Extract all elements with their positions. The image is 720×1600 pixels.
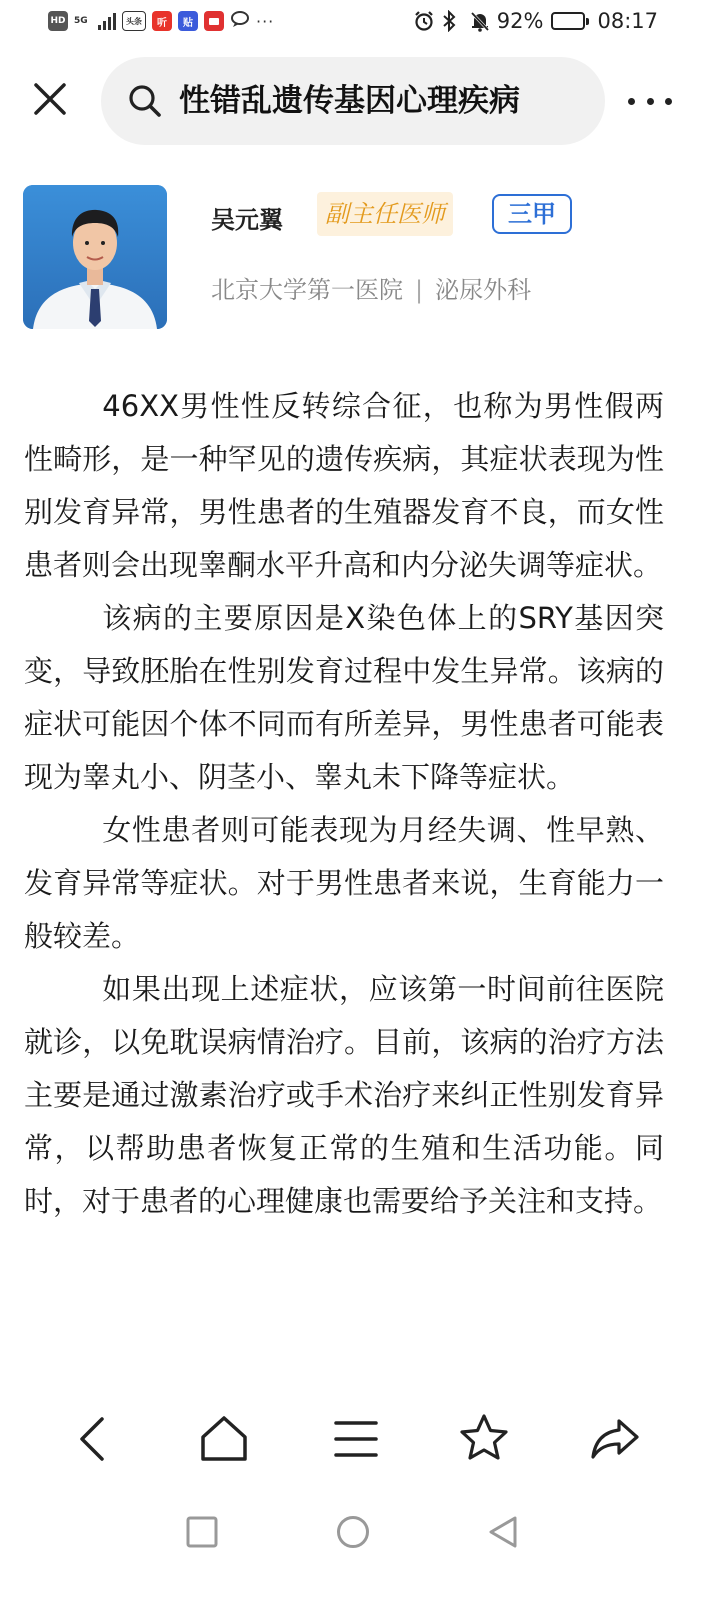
ting-app-icon: 听 (152, 11, 172, 31)
tieba-app-icon: 贴 (178, 11, 198, 31)
red-app-icon (204, 11, 224, 31)
department-name: 泌尿外科 (435, 276, 532, 304)
hospital-name: 北京大学第一医院 (211, 276, 403, 304)
recents-icon (180, 1510, 224, 1554)
alarm-icon (413, 10, 433, 32)
star-icon (454, 1409, 514, 1469)
doctor-photo-icon (23, 185, 167, 329)
more-dot-icon (647, 98, 654, 105)
clock: 08:17 (597, 9, 658, 33)
status-bar-system (413, 9, 658, 33)
more-dot-icon (628, 98, 635, 105)
mute-bell-icon (469, 10, 489, 32)
more-notifications-icon: ··· (256, 11, 275, 31)
status-bar (0, 0, 720, 44)
share-button[interactable] (585, 1409, 645, 1469)
doctor-title-badge: 副主任医师 (317, 192, 453, 236)
share-icon (585, 1409, 645, 1469)
home-button[interactable] (194, 1409, 254, 1469)
search-header (0, 55, 720, 147)
back-button[interactable] (62, 1409, 122, 1469)
more-options-button[interactable] (620, 83, 680, 119)
system-navigation-bar (0, 1490, 720, 1600)
system-back-button[interactable] (481, 1510, 525, 1554)
article-paragraph: 女性患者则可能表现为月经失调、性早熟、发育异常等症状。对于男性患者来说，生育能力一般较差。 (24, 813, 664, 953)
home-circle-icon (331, 1510, 375, 1554)
article-paragraph: 46XX男性性反转综合征，也称为男性假两性畸形，是一种罕见的遗传疾病，其症状表现为性别发育异常，男性患者的生殖器发育不良，而女性患者则会出现睾酮水平升高和内分泌失调等症状。 (24, 389, 664, 582)
article-body (24, 380, 664, 1228)
search-bar[interactable] (101, 57, 605, 145)
doctor-affiliation (211, 270, 531, 305)
favorite-button[interactable] (454, 1409, 514, 1469)
system-home-button[interactable] (331, 1510, 375, 1554)
article-paragraph: 该病的主要原因是X染色体上的SRY基因突变，导致胚胎在性别发育过程中发生异常。该病的症状可能因个体不同而有所差异，男性患者可能表现为睾丸小、阴茎小、睾丸未下降等症状。 (24, 601, 664, 794)
back-icon (62, 1409, 122, 1469)
close-button[interactable] (28, 77, 72, 121)
recents-button[interactable] (180, 1510, 224, 1554)
network-type: 5G (74, 15, 88, 26)
bluetooth-icon (441, 10, 461, 32)
menu-icon (326, 1409, 386, 1469)
close-icon (28, 77, 72, 121)
back-triangle-icon (481, 1510, 525, 1554)
doctor-card[interactable] (0, 184, 720, 334)
signal-icon (98, 12, 116, 30)
chat-bubble-icon (230, 10, 250, 32)
search-query[interactable]: 性错乱遗传基因心理疾病 (179, 83, 520, 119)
hd-indicator: HD (48, 11, 68, 31)
doctor-avatar[interactable] (23, 185, 167, 329)
article-paragraph: 如果出现上述症状，应该第一时间前往医院就诊，以免耽误病情治疗。目前，该病的治疗方法主要是通过激素治疗或手术治疗来纠正性别发育异常，以帮助患者恢复正常的生殖和生活功能。同时，对于患者的心理健康也需要给予关注和支持。 (24, 972, 664, 1218)
doctor-name[interactable]: 吴元翼 (211, 206, 283, 234)
search-icon (127, 83, 163, 119)
battery-icon (551, 12, 589, 30)
battery-percent: 92% (496, 9, 544, 33)
home-icon (194, 1409, 254, 1469)
more-dot-icon (665, 98, 672, 105)
affiliation-separator: | (415, 276, 424, 304)
status-bar-notifications (48, 10, 274, 32)
menu-button[interactable] (326, 1409, 386, 1469)
toutiao-app-icon: 头条 (122, 11, 146, 31)
browser-toolbar (0, 1395, 720, 1485)
hospital-level-badge: 三甲 (492, 194, 572, 234)
